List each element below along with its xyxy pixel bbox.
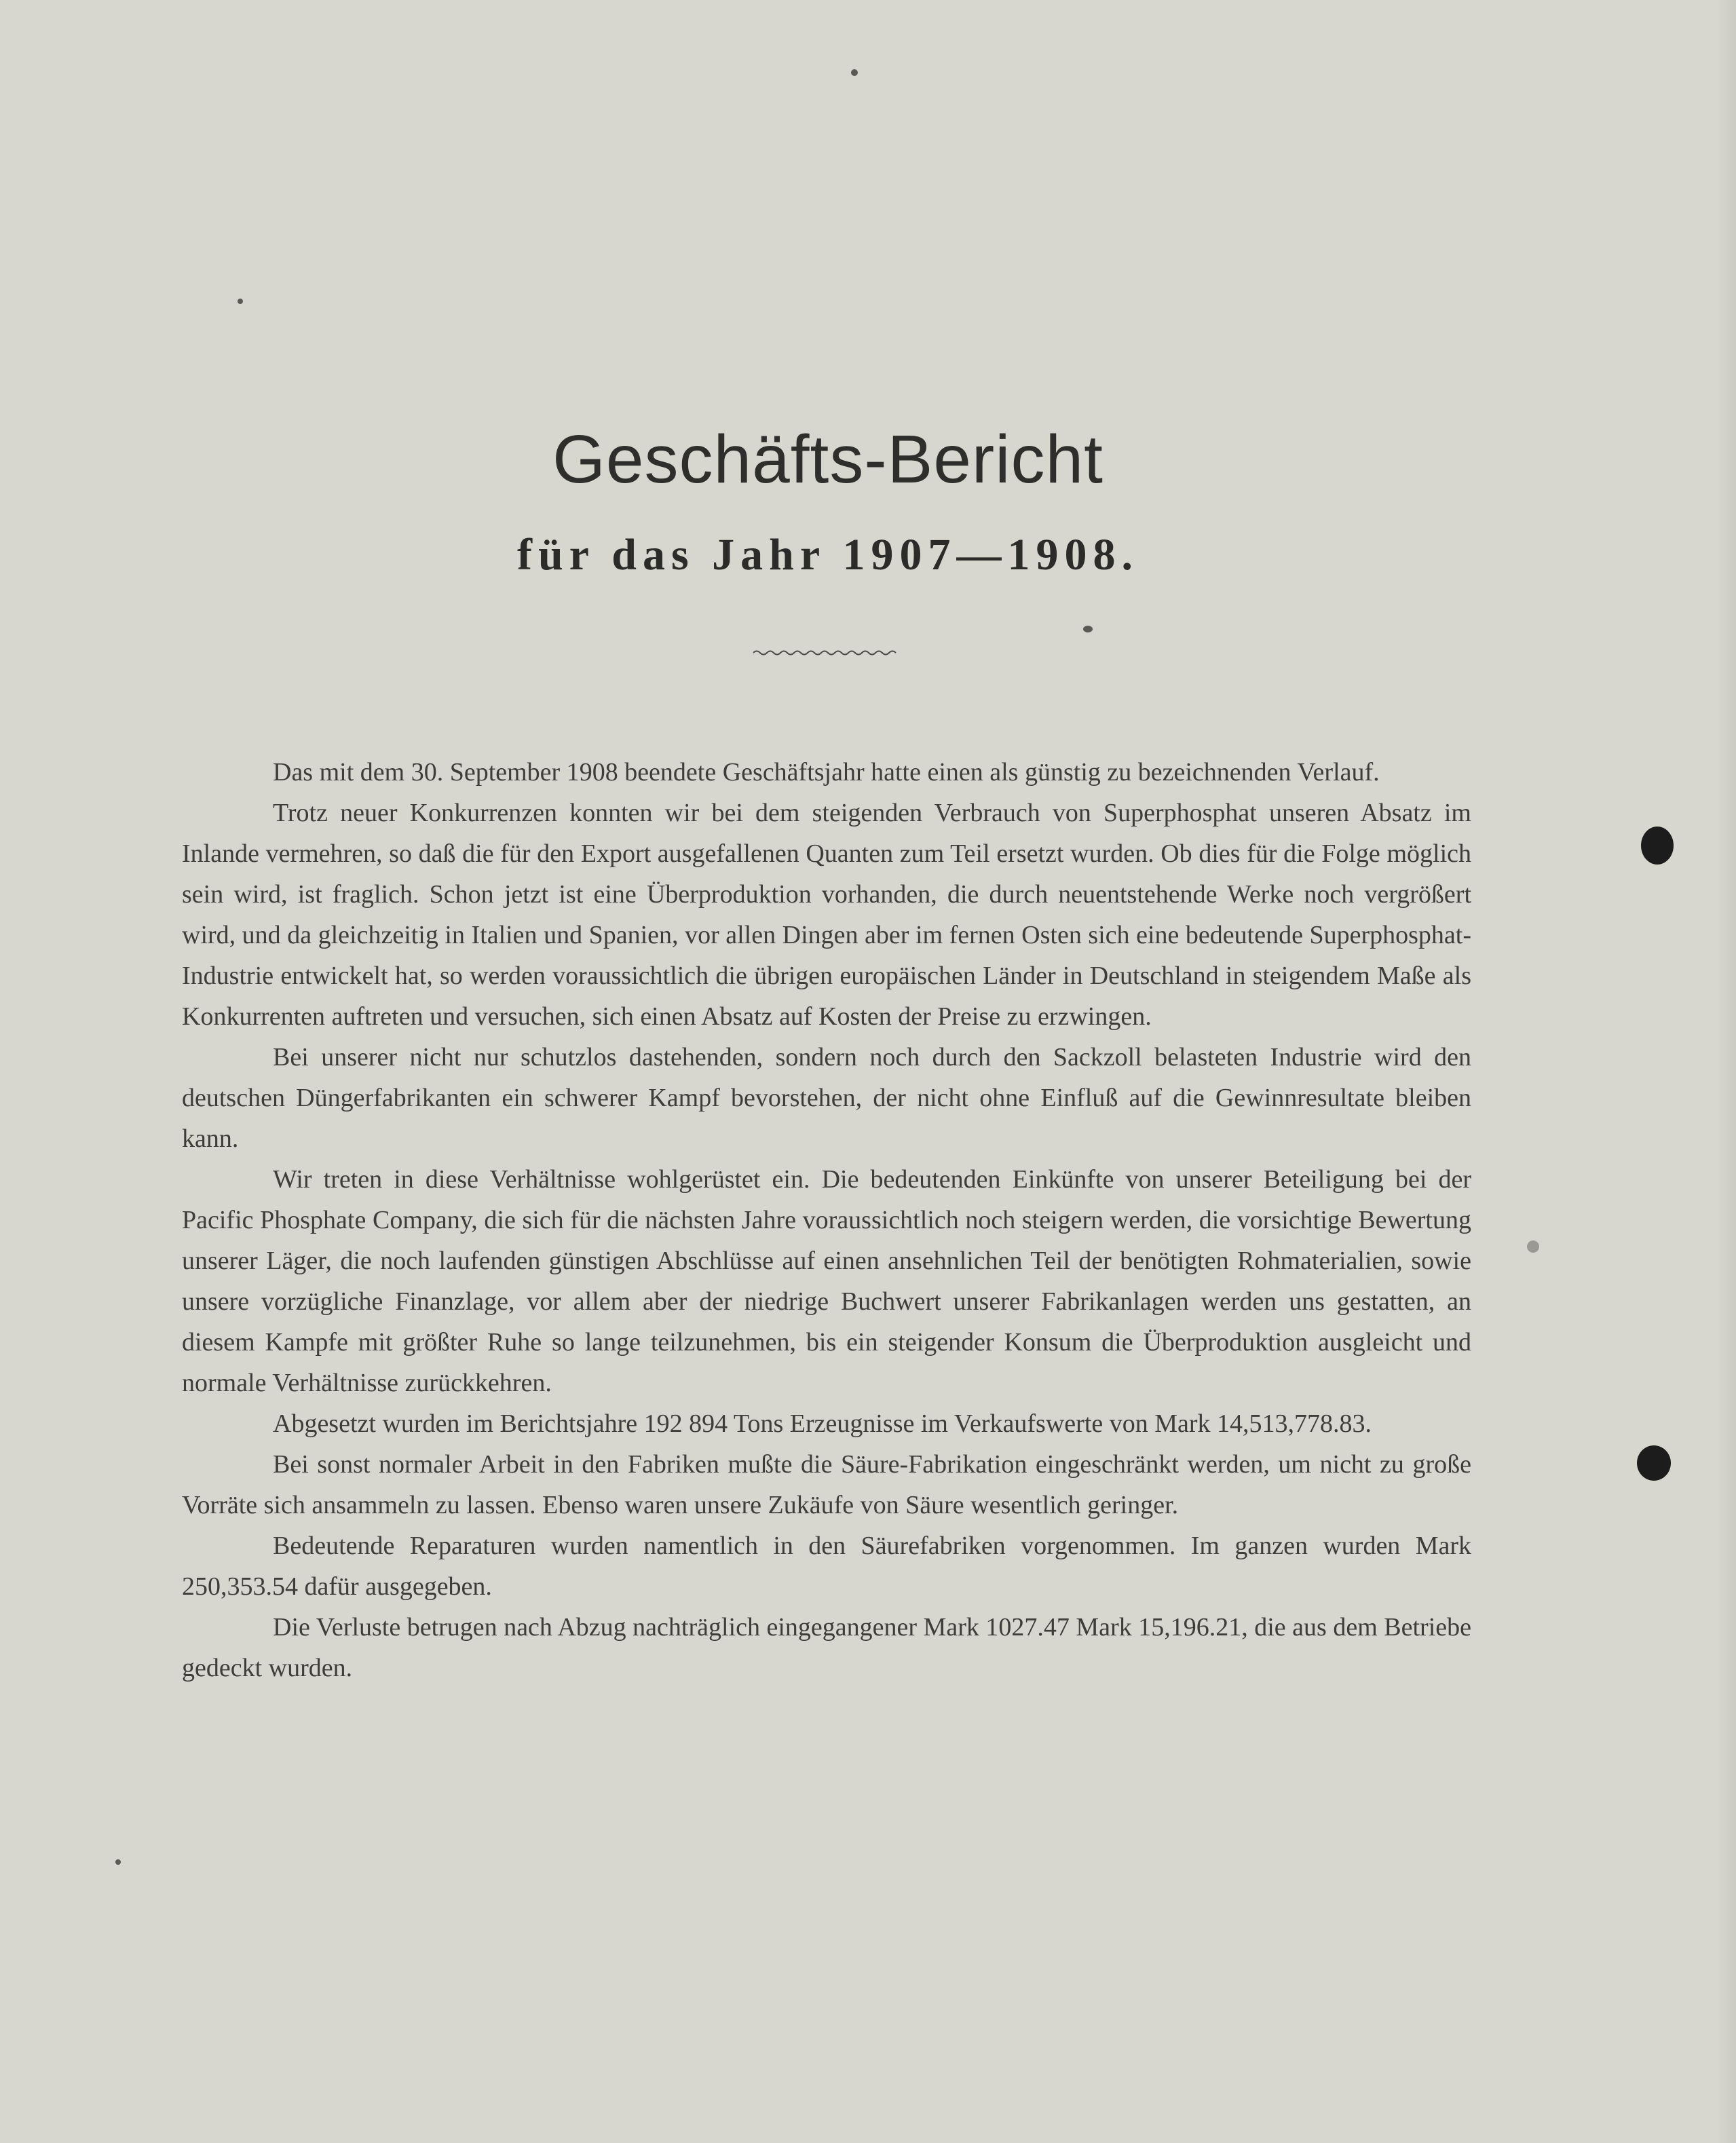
paragraph-7: Bedeutende Reparaturen wurden namentlich in den Säurefabriken vorgenommen. Im ganzen wurden Mark 250,353.54 dafür ausgegeben. [182,1532,1471,1601]
binding-hole-bottom [1637,1445,1671,1481]
paragraph-3: Bei unserer nicht nur schutzlos dastehenden, sondern noch durch den Sackzoll belasteten Industrie wird den deutschen Düngerfabrikanten ein schwerer Kampf bevorstehen, der nicht ohne Einfluß auf die Gewinnresultate bleiben kann. [182,1043,1471,1153]
paper-speck [238,299,243,304]
paper-speck [1083,626,1093,632]
paper-speck [1527,1240,1539,1253]
paragraph-5: Abgesetzt wurden im Berichtsjahre 192 894 Tons Erzeugnisse im Verkaufswerte von Mark 14,513,778.83. [273,1409,1372,1438]
page-edge-shadow [1716,0,1736,2143]
report-body [182,752,1471,1688]
document-subtitle: für das Jahr 1907—1908. [517,530,1139,580]
binding-hole-top [1641,827,1674,865]
paragraph-2: Trotz neuer Konkurrenzen konnten wir bei dem steigenden Verbrauch von Superphosphat unseren Absatz im Inlande vermehren, so daß die für den Export ausgefallenen Quanten zum Teil ersetzt wurden. Ob dies für die Folge möglich sein wird, ist fraglich. Schon jetzt ist eine Überproduktion vorhanden, die durch neuentstehende Werke noch vergrößert wird, und da gleichzeitig in Italien und Spanien, vor allen Dingen aber im fernen Osten sich eine bedeutende Superphosphat-Industrie entwickelt hat, so werden voraussichtlich die übrigen europäischen Länder in Deutschland in steigendem Maße als Konkurrenten auftreten und versuchen, sich einen Absatz auf Kosten der Preise zu erzwingen. [182,799,1471,1031]
paragraph-4: Wir treten in diese Verhältnisse wohlgerüstet ein. Die bedeutenden Einkünfte von unserer Beteiligung bei der Pacific Phosphate Company, die sich für die nächsten Jahre voraussichtlich noch steigern werden, die vorsichtige Bewertung unserer Läger, die noch laufenden günstigen Abschlüsse auf einen ansehnlichen Teil der benötigten Rohmaterialien, sowie unsere vorzügliche Finanzlage, vor allem aber der niedrige Buchwert unserer Fabrikanlagen werden uns gestatten, an diesem Kampfe mit größter Ruhe so lange teilzunehmen, bis ein steigender Konsum die Überproduktion ausgleicht und normale Verhältnisse zurückkehren. [182,1165,1471,1397]
paper-speck [851,69,858,76]
paragraph-1: Das mit dem 30. September 1908 beendete Geschäftsjahr hatte einen als günstig zu bezeichnenden Verlauf. [273,758,1380,786]
ornament-divider [753,648,899,658]
paragraph-6: Bei sonst normaler Arbeit in den Fabriken mußte die Säure-Fabrikation eingeschränkt werden, um nicht zu große Vorräte sich ansammeln zu lassen. Ebenso waren unsere Zukäufe von Säure wesentlich geringer. [182,1450,1471,1519]
paragraph-8: Die Verluste betrugen nach Abzug nachträglich eingegangener Mark 1027.47 Mark 15,196.21, die aus dem Betriebe gedeckt wurden. [182,1613,1471,1682]
document-title: Geschäfts-Bericht [552,421,1103,497]
paper-speck [115,1859,121,1865]
